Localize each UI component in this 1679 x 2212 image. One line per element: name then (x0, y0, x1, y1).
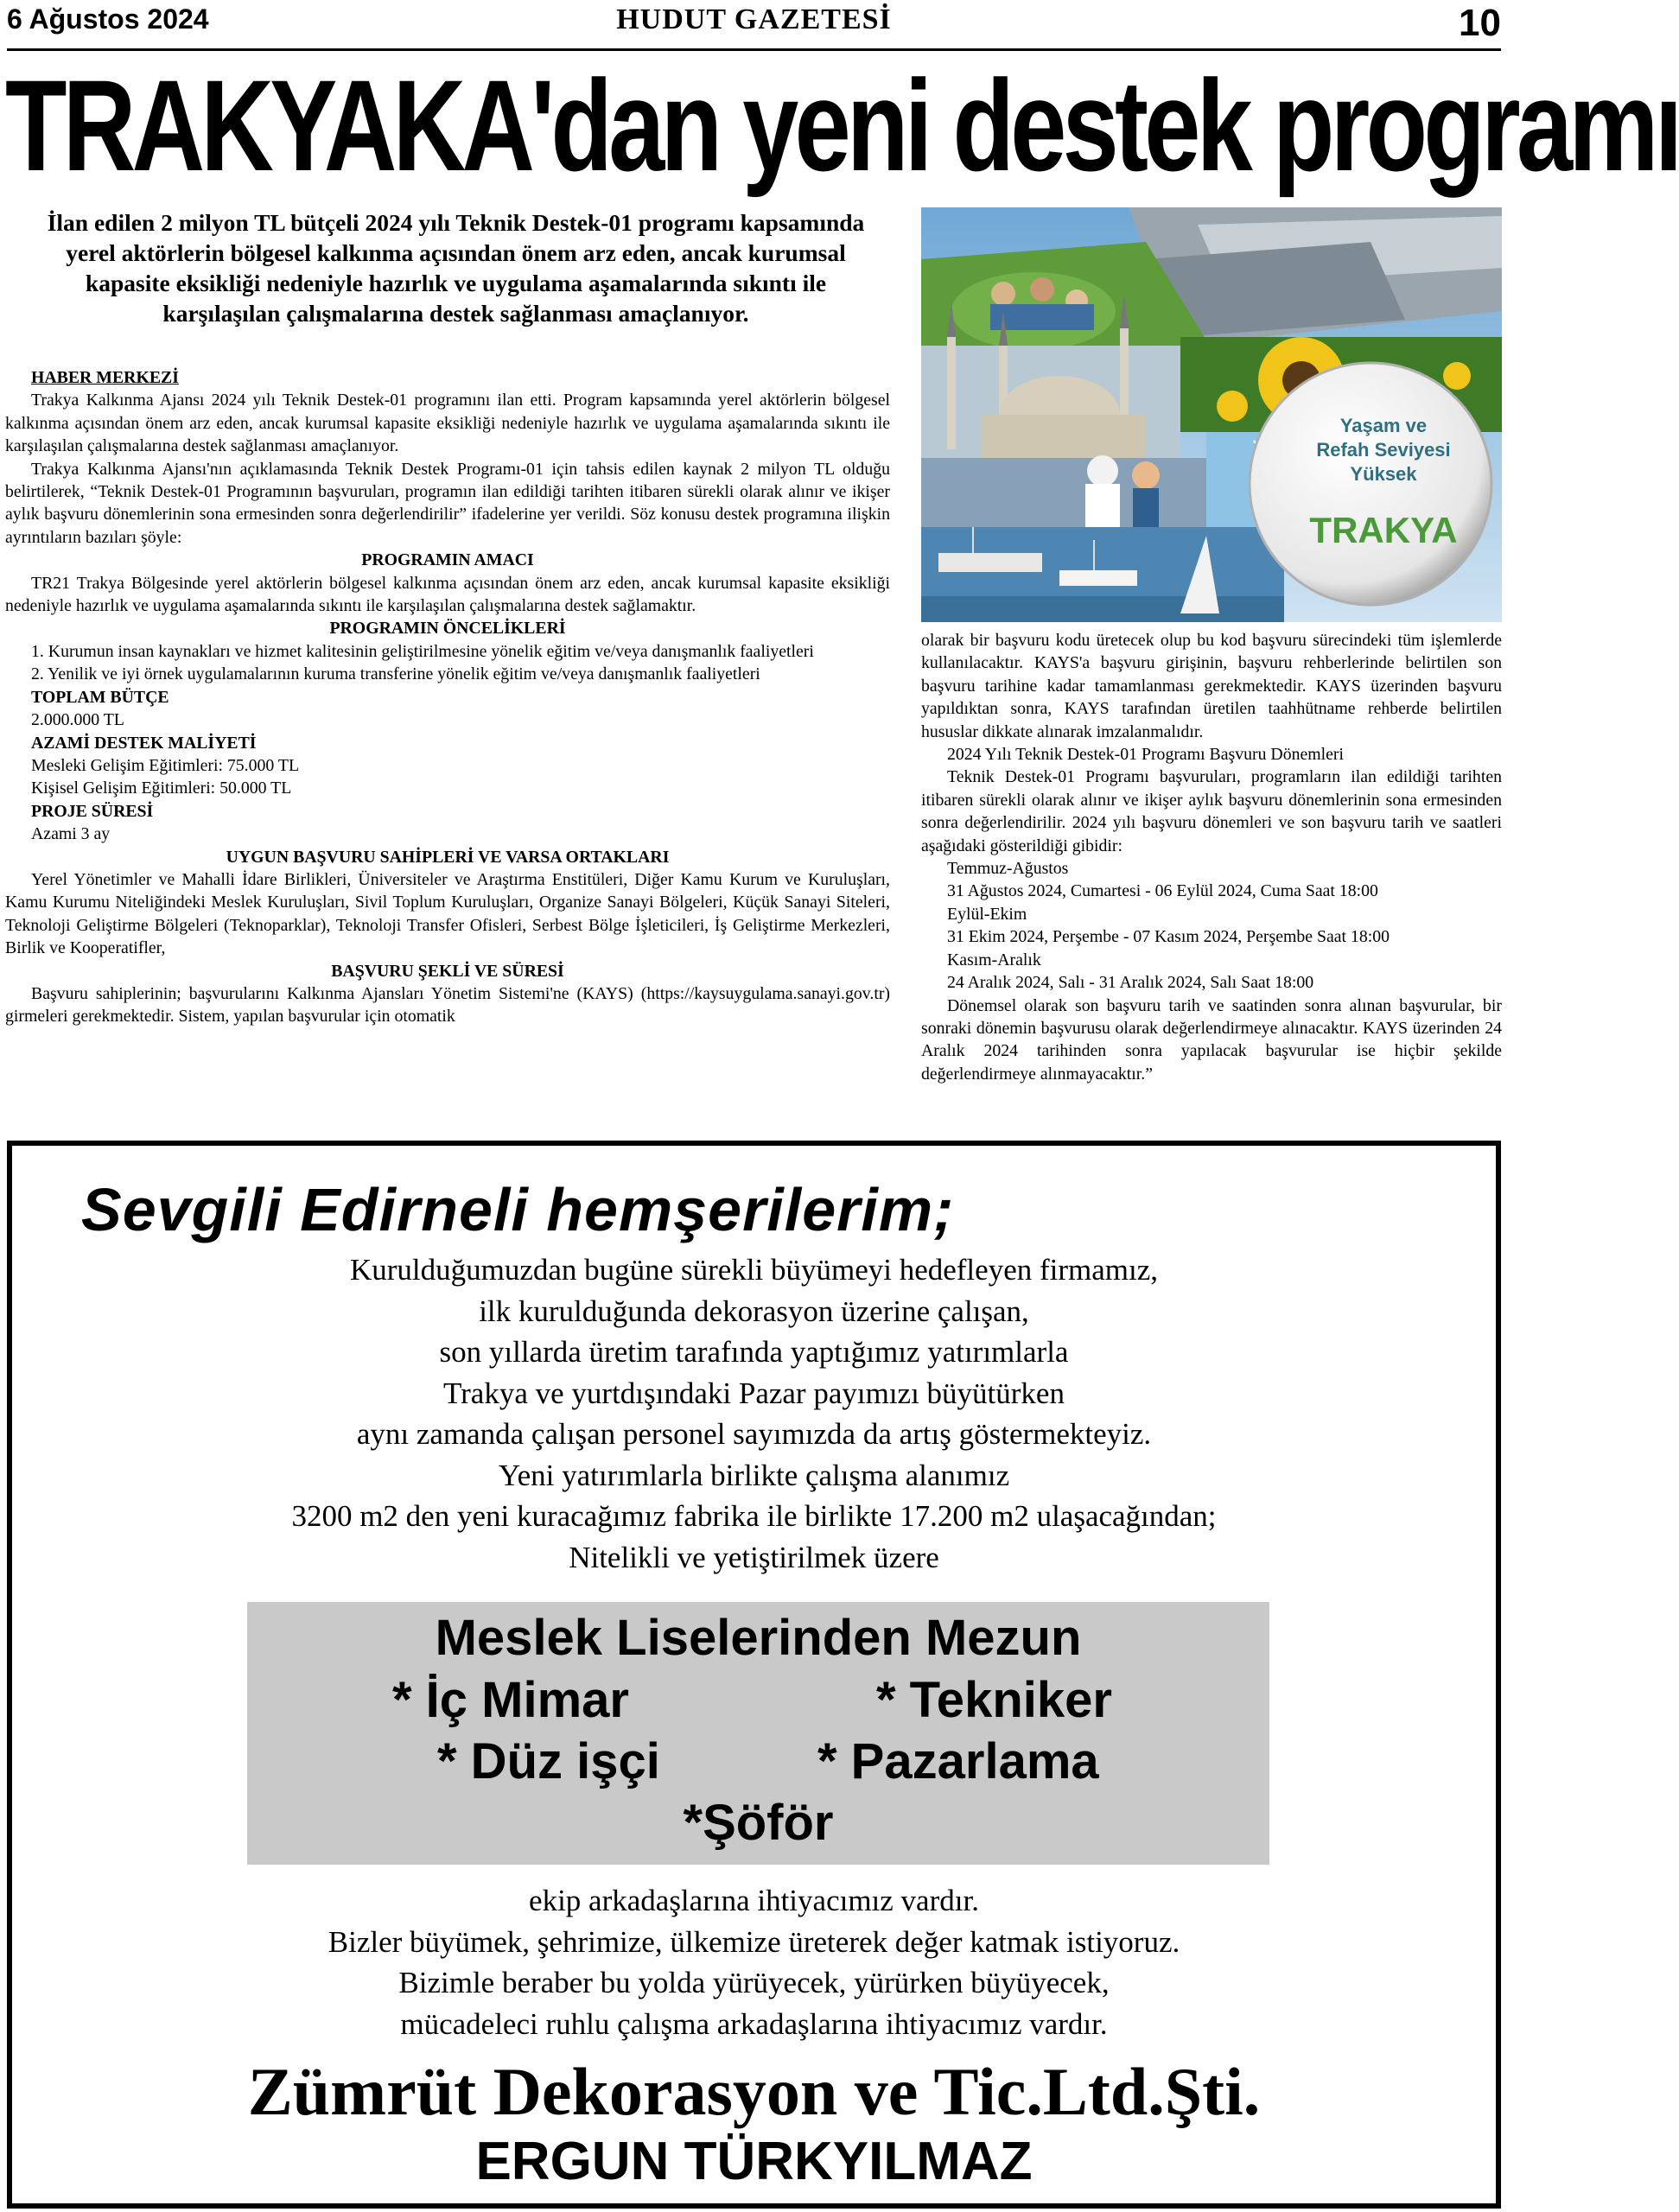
paragraph: olarak bir başvuru kodu üretecek olup bu kod başvuru sürecindeki tüm işlemlerde kullanılacaktır. KAYS'a başvuru girişinin, başvuru rehberlerinde belirtilen son başvuru tarihine kadar tamamlanması gerekmektedir. KAYS üzerinden başvuru yapıldıktan sonra, KAYS tarafından üretilen taahhütname rehberde belirtilen hususlar dikkate alınarak imzalanmalıdır. (921, 631, 1502, 741)
position-item: * Pazarlama (817, 1733, 1099, 1789)
paragraph: 2024 Yılı Teknik Destek-01 Programı Başvuru Dönemleri (947, 745, 1345, 765)
list-item: 1. Kurumun insan kaynakları ve hizmet kalitesinin geliştirilmesine yönelik eğitim ve/veya danışmanlık faaliyetleri (31, 641, 814, 661)
article-lead: İlan edilen 2 milyon TL bütçeli 2024 yılı Teknik Destek-01 programı kapsamında yerel aktörlerin bölgesel kalkınma açısından önem arz eden, ancak kurumsal kapasite eksikliği nedeniyle hazırlık ve uygulama aşamalarında sıkıntı ile karşılaşılan çalışmalarına destek sağlanması amaçlanıyor. (47, 209, 865, 327)
paragraph: Trakya Kalkınma Ajansı'nın açıklamasında Teknik Destek Programı-01 için tahsis edilen kaynak 2 milyon TL olduğu belirtilerek, “Teknik Destek-01 Programının başvuruları, programın ilan edildiği tarihten itibaren sürekli olarak alınır ve ikişer aylık başvuru dönemlerinin sona ermesinden sonra değerlendirilir” ifadelerine yer verildi. Söz konusu destek programına ilişkin ayrıntıların bazıları şöyle: (5, 459, 890, 547)
ad-line: Yeni yatırımlarla birlikte çalışma alanımız (498, 1458, 1010, 1492)
ad-greeting: Sevgili Edirneli hemşerilerim; (81, 1176, 955, 1243)
photo-slogan-2: Refah Seviyesi (1316, 439, 1451, 461)
position-item: * İç Mimar (392, 1672, 629, 1728)
position-item: * Tekniker (876, 1672, 1112, 1728)
value-text: Kişisel Gelişim Eğitimleri: 50.000 TL (31, 779, 292, 798)
positions-title: Meslek Liselerinden Mezun (435, 1610, 1082, 1666)
ad-line: aynı zamanda çalışan personel sayımızda da artış göstermekteyiz. (356, 1417, 1152, 1451)
value-text: Mesleki Gelişim Eğitimleri: 75.000 TL (31, 755, 300, 775)
positions-box (247, 1602, 1269, 1865)
position-item: *Şöför (683, 1795, 834, 1851)
period-dates: 31 Ağustos 2024, Cumartesi - 06 Eylül 2024, Cuma Saat 18:00 (947, 881, 1378, 901)
photo-slogan-1: Yaşam ve (1339, 415, 1428, 436)
ad-line: Kurulduğumuzdan bugüne sürekli büyümeyi hedefleyen firmamız, (349, 1253, 1159, 1287)
ad-line: Bizler büyümek, şehrimize, ülkemize üreterek değer katmak istiyoruz. (328, 1924, 1180, 1959)
article-photo (921, 207, 1502, 622)
value-text: Azami 3 ay (31, 824, 111, 844)
period-dates: 31 Ekim 2024, Perşembe - 07 Kasım 2024, Perşembe Saat 18:00 (947, 927, 1390, 947)
ad-body (12, 1249, 1496, 1578)
paragraph: Dönemsel olarak son başvuru tarih ve saatinden sonra alınan başvurular, bir sonraki dönemin başvurusu olarak değerlendirmeye alınacaktır. KAYS üzerinden 24 Aralık 2024 tarihinden sonra yapılacak başvurular ise hiçbir şekilde değerlendirmeye alınmayacaktır.” (921, 995, 1502, 1084)
value-text: 2.000.000 TL (31, 710, 124, 730)
section-heading: PROGRAMIN AMACI (361, 550, 534, 570)
ad-body-2 (12, 1880, 1496, 2044)
issue-date: 6 Ağustos 2024 (7, 3, 209, 35)
paragraph: Trakya Kalkınma Ajansı 2024 yılı Teknik Destek-01 programını ilan etti. Program kapsamında yerel aktörlerin bölgesel kalkınma açısından önem arz eden, ancak kurumsal kapasite eksikliği nedeniyle hazırlık ve uygulama aşamalarında sıkıntı ile karşılaşılan çalışmalarına destek sağlanması amaçlanıyor. (5, 391, 890, 456)
company-name: Zümrüt Dekorasyon ve Tic.Ltd.Şti. (247, 2054, 1261, 2129)
page-header (7, 3, 1501, 47)
section-heading: UYGUN BAŞVURU SAHİPLERİ VE VARSA ORTAKLARI (226, 847, 670, 867)
period-label: Kasım-Aralık (947, 950, 1041, 969)
section-heading: AZAMİ DESTEK MALİYETİ (31, 733, 257, 753)
photo-slogan-3: Yüksek (1350, 463, 1417, 485)
byline: HABER MERKEZİ (31, 368, 179, 387)
position-item: * Düz işçi (437, 1733, 660, 1789)
article-left-column (5, 366, 890, 1118)
ad-line: Bizimle beraber bu yolda yürüyecek, yürürken büyüyecek, (398, 1966, 1110, 1999)
ad-line: son yıllarda üretim tarafında yaptığımız yatırımlarla (439, 1335, 1069, 1369)
photo-brand: TRAKYA (1309, 510, 1458, 550)
ad-line: ekip arkadaşlarına ihtiyacımız vardır. (529, 1884, 979, 1917)
period-label: Temmuz-Ağustos (947, 859, 1069, 879)
header-rule (7, 48, 1501, 51)
ad-line: Nitelikli ve yetiştirilmek üzere (569, 1540, 939, 1574)
trakya-collage-image (921, 207, 1502, 622)
job-advertisement (7, 1141, 1501, 2209)
ad-line: Trakya ve yurtdışındaki Pazar payımızı büyütürken (443, 1376, 1065, 1410)
section-heading: PROGRAMIN ÖNCELİKLERİ (329, 619, 566, 639)
section-heading: TOPLAM BÜTÇE (31, 687, 169, 707)
paragraph: Teknik Destek-01 Programı başvuruları, programların ilan edildiği tarihten itibaren sürekli olarak alınır ve ikişer aylık başvuru dönemlerinin sona ermesinden sonra değerlendirilir. 2024 yılı başvuru dönemleri ve son başvuru tarih ve saatleri aşağıdaki gösterildiği gibidir: (921, 767, 1502, 855)
article-right-column (921, 629, 1502, 1085)
period-dates: 24 Aralık 2024, Salı - 31 Aralık 2024, Salı Saat 18:00 (947, 973, 1314, 993)
newspaper-name: HUDUT GAZETESİ (616, 3, 892, 35)
page-number: 10 (1459, 2, 1501, 44)
paragraph: TR21 Trakya Bölgesinde yerel aktörlerin bölgesel kalkınma açısından önem arz eden, ancak kurumsal kapasite eksikliği nedeniyle hazırlık ve uygulama aşamalarında sıkıntı ile karşılaşılan çalışmalarına destek sağlamaktır. (5, 573, 890, 616)
period-label: Eylül-Ekim (947, 904, 1027, 924)
section-heading: PROJE SÜRESİ (31, 801, 154, 821)
owner-name: ERGUN TÜRKYILMAZ (475, 2132, 1033, 2191)
ad-line: mücadeleci ruhlu çalışma arkadaşlarına ihtiyacımız vardır. (400, 2006, 1108, 2041)
article-headline: TRAKYAKA'dan yeni destek programı (5, 53, 1679, 198)
paragraph: Yerel Yönetimler ve Mahalli İdare Birlikleri, Üniversiteler ve Araştırma Enstitüleri, Diğer Kamu Kurum ve Kuruluşları, Kamu Kurumu Niteliğindeki Meslek Kuruluşları, Sivil Toplum Kuruluşları, Organize Sanayi Bölgeleri, Küçük Sanayi Siteleri, Teknoloji Geliştirme Bölgeleri (Teknoparklar), Teknoloji Transfer Ofisleri, Serbest Bölge İşleticileri, İş Geliştirme Merkezleri, Birlik ve Kooperatifler, (5, 869, 890, 958)
paragraph: Başvuru sahiplerinin; başvurularını Kalkınma Ajansları Yönetim Sistemi'ne (KAYS) (https://kaysuygulama.sanayi.gov.tr) girmeleri gerekmektedir. Sistem, yapılan başvurular için otomatik (5, 983, 890, 1027)
list-item: 2. Yenilik ve iyi örnek uygulamalarının kuruma transferine yönelik eğitim ve/veya danışmanlık faaliyetleri (31, 664, 760, 684)
ad-line: 3200 m2 den yeni kuracağımız fabrika ile birlikte 17.200 m2 ulaşacağından; (291, 1499, 1217, 1533)
section-heading: BAŞVURU ŞEKLİ VE SÜRESİ (331, 961, 564, 981)
ad-line: ilk kurulduğunda dekorasyon üzerine çalışan, (479, 1294, 1029, 1328)
